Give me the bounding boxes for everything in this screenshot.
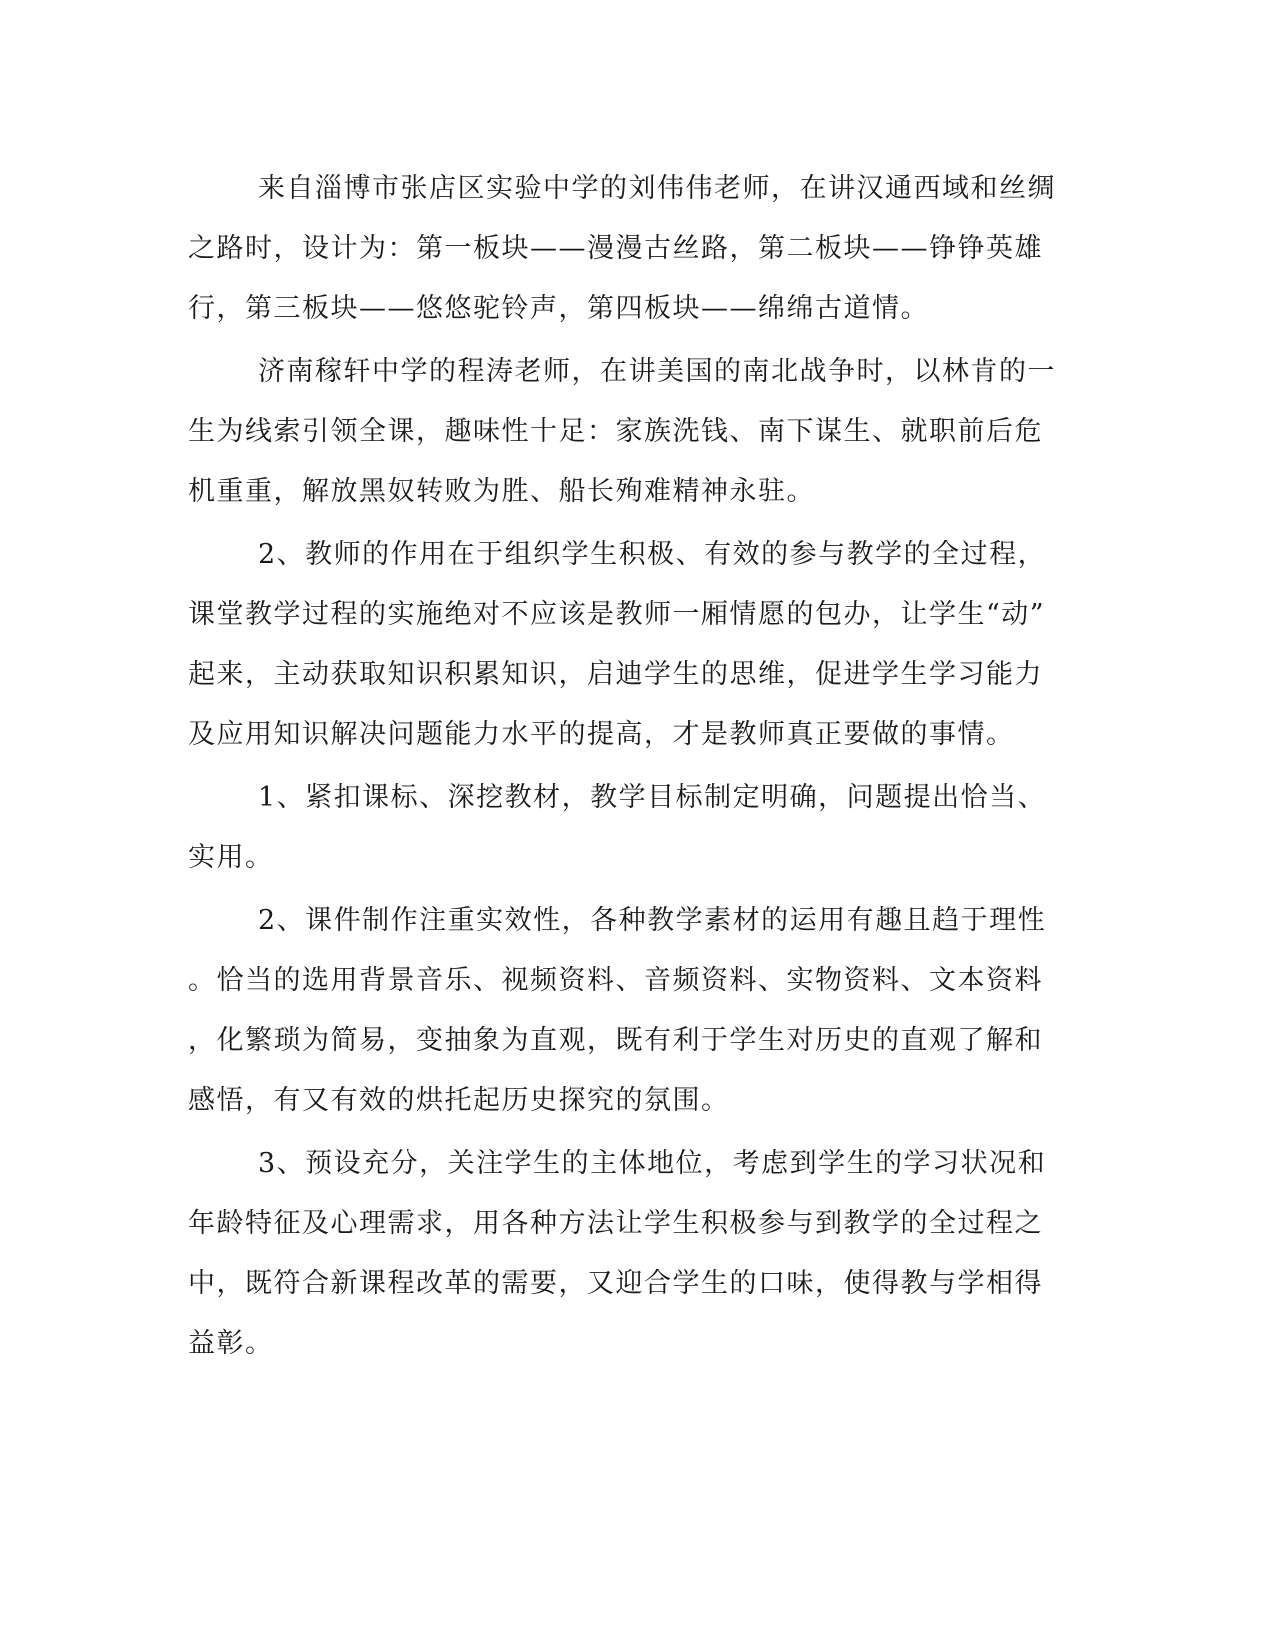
paragraph-line: 1、紧扣课标、深挖教材，教学目标制定明确，问题提出恰当、 [258,782,1047,813]
paragraph-liu-weiwei [188,159,1068,339]
paragraph-line: 。恰当的选用背景音乐、视频资料、音频资料、实物资料、文本资料 [188,965,1043,996]
paragraph-line: 3、预设充分，关注学生的主体地位，考虑到学生的学习状况和 [258,1148,1047,1179]
paragraph-line: 济南稼轩中学的程涛老师，在讲美国的南北战争时，以林肯的一 [258,356,1056,387]
paragraph-line: 机重重，解放黑奴转败为胜、船长殉难精神永驻。 [188,476,815,507]
paragraph-point-2 [188,891,1068,1131]
paragraph-line: 来自淄博市张店区实验中学的刘伟伟老师，在讲汉通西域和丝绸 [258,173,1056,204]
paragraph-line: 2、课件制作注重实效性，各种教学素材的运用有趣且趋于理性 [258,905,1047,936]
paragraph-line: 生为线索引领全课，趣味性十足：家族洗钱、南下谋生、就职前后危 [188,416,1043,447]
paragraph-teacher-role [188,525,1068,765]
paragraph-line: 之路时，设计为：第一板块——漫漫古丝路，第二板块——铮铮英雄 [188,233,1043,264]
paragraph-line: 感悟，有又有效的烘托起历史探究的氛围。 [188,1085,730,1116]
paragraph-line: 起来，主动获取知识积累知识，启迪学生的思维，促进学生学习能力 [188,659,1043,690]
paragraph-line: 及应用知识解决问题能力水平的提高，才是教师真正要做的事情。 [188,719,1015,750]
paragraph-line: 年龄特征及心理需求，用各种方法让学生积极参与到教学的全过程之 [188,1208,1043,1239]
paragraph-line: 益彰。 [188,1328,274,1359]
paragraph-point-1 [188,768,1068,888]
paragraph-line: 行，第三板块——悠悠驼铃声，第四板块——绵绵古道情。 [188,293,929,324]
paragraph-line: ，化繁琐为简易，变抽象为直观，既有利于学生对历史的直观了解和 [188,1025,1043,1056]
paragraph-cheng-tao [188,342,1068,522]
paragraph-line: 课堂教学过程的实施绝对不应该是教师一厢情愿的包办，让学生“动” [188,599,1046,630]
paragraph-line: 2、教师的作用在于组织学生积极、有效的参与教学的全过程， [258,539,1047,570]
document-body [188,159,1068,1377]
paragraph-line: 实用。 [188,842,274,873]
paragraph-point-3 [188,1134,1068,1374]
paragraph-line: 中，既符合新课程改革的需要，又迎合学生的口味，使得教与学相得 [188,1268,1043,1299]
